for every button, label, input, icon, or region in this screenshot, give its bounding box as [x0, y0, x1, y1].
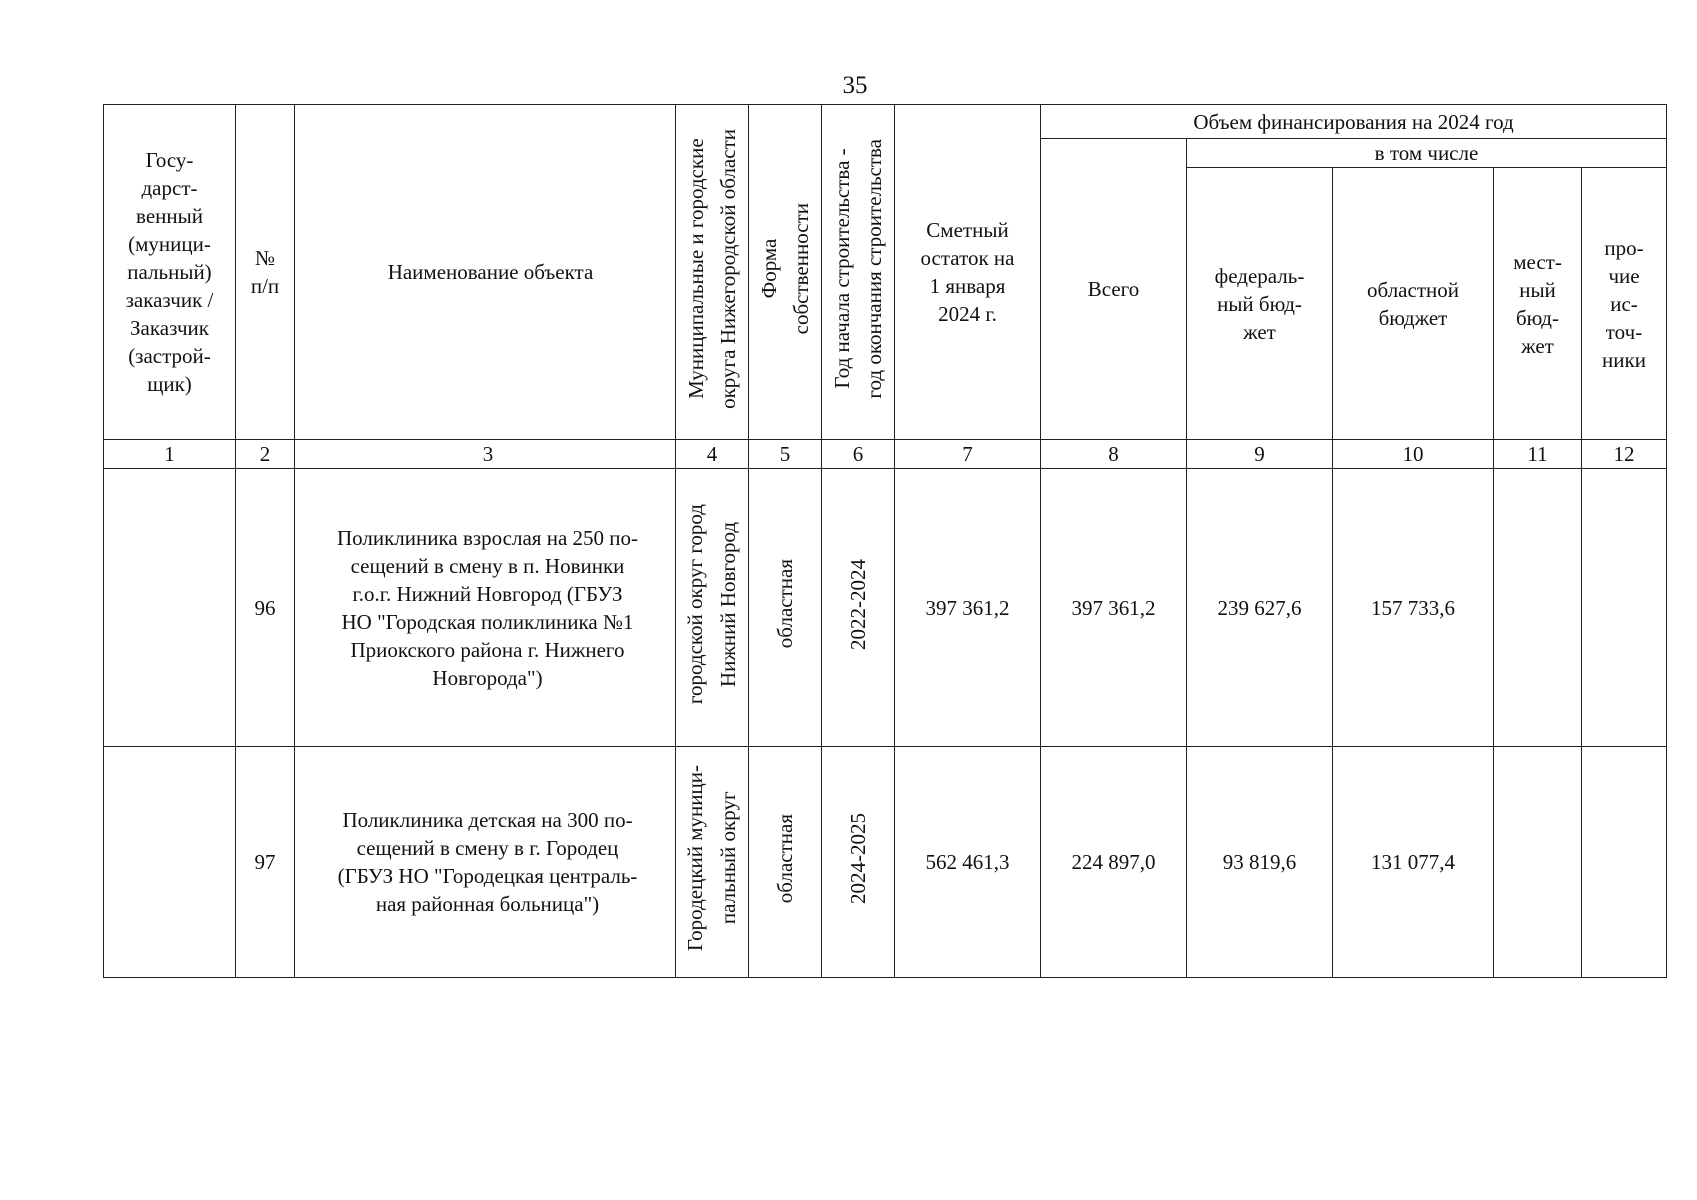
row-local [1494, 469, 1582, 747]
row-years-cell [822, 469, 895, 747]
column-number-row [104, 440, 1667, 469]
header-district: Муниципальные и городские округа Нижегородской области [684, 128, 740, 409]
row-other [1582, 747, 1667, 978]
column-number: 3 [295, 440, 676, 469]
column-number: 4 [676, 440, 749, 469]
row-object-name: Поликлиника детская на 300 по- сещений в смену в г. Городец (ГБУЗ НО "Городецкая централь- ная районная больница") [295, 747, 676, 978]
header-financing-group: Объем финансирования на 2024 год [1041, 105, 1667, 139]
header-federal: федераль- ный бюд- жет [1187, 168, 1333, 440]
header-including: в том числе [1187, 139, 1667, 168]
column-number: 6 [822, 440, 895, 469]
column-number: 10 [1333, 440, 1494, 469]
column-number: 12 [1582, 440, 1667, 469]
row-federal: 93 819,6 [1187, 747, 1333, 978]
column-number: 7 [895, 440, 1041, 469]
row-ownership: областная [772, 813, 797, 904]
row-estimated-balance: 562 461,3 [895, 747, 1041, 978]
header-district-cell [676, 105, 749, 440]
header-number: № п/п [236, 105, 295, 440]
row-customer [104, 469, 236, 747]
header-ownership: Форма собственности [757, 202, 813, 335]
table-row [104, 747, 1667, 978]
header-customer: Госу- дарст- венный (муници- пальный) заказчик / Заказчик (застрой- щик) [104, 105, 236, 440]
column-number: 1 [104, 440, 236, 469]
table-row [104, 469, 1667, 747]
row-object-name: Поликлиника взрослая на 250 по- сещений в смену в п. Новинки г.о.г. Нижний Новгород (ГБУЗ НО "Городская поликлиника №1 Приокского района г. Нижнего Новгорода") [295, 469, 676, 747]
row-district: Городецкий муници- пальный округ [683, 765, 740, 952]
row-number: 97 [236, 747, 295, 978]
row-local [1494, 747, 1582, 978]
row-district-cell [676, 747, 749, 978]
row-regional: 131 077,4 [1333, 747, 1494, 978]
row-district-cell [676, 469, 749, 747]
row-years-cell [822, 747, 895, 978]
row-years: 2024-2025 [845, 813, 870, 904]
header-total: Всего [1041, 139, 1187, 440]
header-estimated-balance: Сметный остаток на 1 января 2024 г. [895, 105, 1041, 440]
row-regional: 157 733,6 [1333, 469, 1494, 747]
header-local: мест- ный бюд- жет [1494, 168, 1582, 440]
header-years: Год начала строительства - год окончания строительства [830, 138, 886, 399]
column-number: 8 [1041, 440, 1187, 469]
row-number: 96 [236, 469, 295, 747]
header-regional: областной бюджет [1333, 168, 1494, 440]
row-district: городской округ город Нижний Новгород [683, 503, 740, 705]
column-number: 9 [1187, 440, 1333, 469]
header-other: про- чие ис- точ- ники [1582, 168, 1667, 440]
row-total: 397 361,2 [1041, 469, 1187, 747]
header-ownership-cell [749, 105, 822, 440]
row-ownership-cell [749, 747, 822, 978]
financing-table [103, 104, 1667, 978]
row-ownership: областная [772, 559, 797, 649]
row-estimated-balance: 397 361,2 [895, 469, 1041, 747]
row-ownership-cell [749, 469, 822, 747]
column-number: 5 [749, 440, 822, 469]
column-number: 2 [236, 440, 295, 469]
header-row-1 [104, 105, 1667, 139]
column-number: 11 [1494, 440, 1582, 469]
row-federal: 239 627,6 [1187, 469, 1333, 747]
row-other [1582, 469, 1667, 747]
row-customer [104, 747, 236, 978]
page-number: 35 [842, 72, 868, 99]
header-years-cell [822, 105, 895, 440]
header-object-name: Наименование объекта [295, 105, 676, 440]
row-years: 2022-2024 [845, 558, 870, 650]
row-total: 224 897,0 [1041, 747, 1187, 978]
